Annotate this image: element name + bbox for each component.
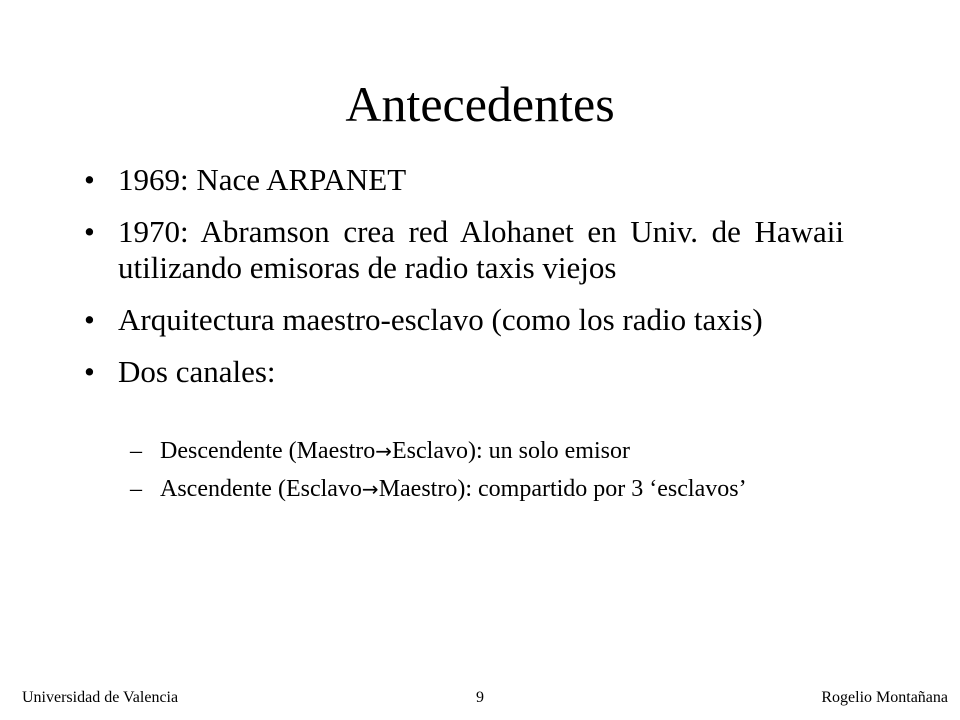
bullet-text: 1970: Abramson crea red Alohanet en Univ. de Hawaii utilizando emisoras de radio taxis viejos: [118, 214, 844, 285]
subbullet-text-after: Maestro): compartido por 3 ‘esclavos’: [378, 476, 747, 502]
bullet-text: 1969: Nace ARPANET: [118, 162, 407, 197]
bullet-symbol: •: [84, 302, 95, 337]
subbullet-text-before: Ascendente (Esclavo: [160, 476, 362, 502]
right-arrow-icon: →: [361, 477, 379, 501]
dash-symbol: –: [130, 438, 142, 464]
footer-university: Universidad de Valencia: [22, 689, 179, 706]
right-arrow-icon: →: [375, 439, 393, 463]
bullet-list: [84, 162, 844, 406]
subbullet-text-after: Esclavo): un solo emisor: [392, 438, 630, 464]
footer-page-number: 9: [476, 689, 484, 706]
bullet-item: [84, 162, 844, 198]
footer-author: Rogelio Montañana: [821, 689, 948, 706]
bullet-symbol: •: [84, 214, 95, 249]
slide-title: Antecedentes: [345, 76, 615, 132]
bullet-item: [84, 302, 844, 338]
bullet-symbol: •: [84, 162, 95, 197]
bullet-item: [84, 354, 844, 390]
dash-symbol: –: [130, 476, 142, 502]
subbullet-item: [130, 474, 870, 504]
bullet-text: Arquitectura maestro-esclavo (como los radio taxis): [118, 302, 763, 337]
subbullet-list: [84, 436, 870, 512]
bullet-text: Dos canales:: [118, 354, 276, 389]
subbullet-text-before: Descendente (Maestro: [160, 438, 376, 464]
bullet-item: [84, 214, 844, 286]
bullet-symbol: •: [84, 354, 95, 389]
subbullet-item: [130, 436, 870, 466]
